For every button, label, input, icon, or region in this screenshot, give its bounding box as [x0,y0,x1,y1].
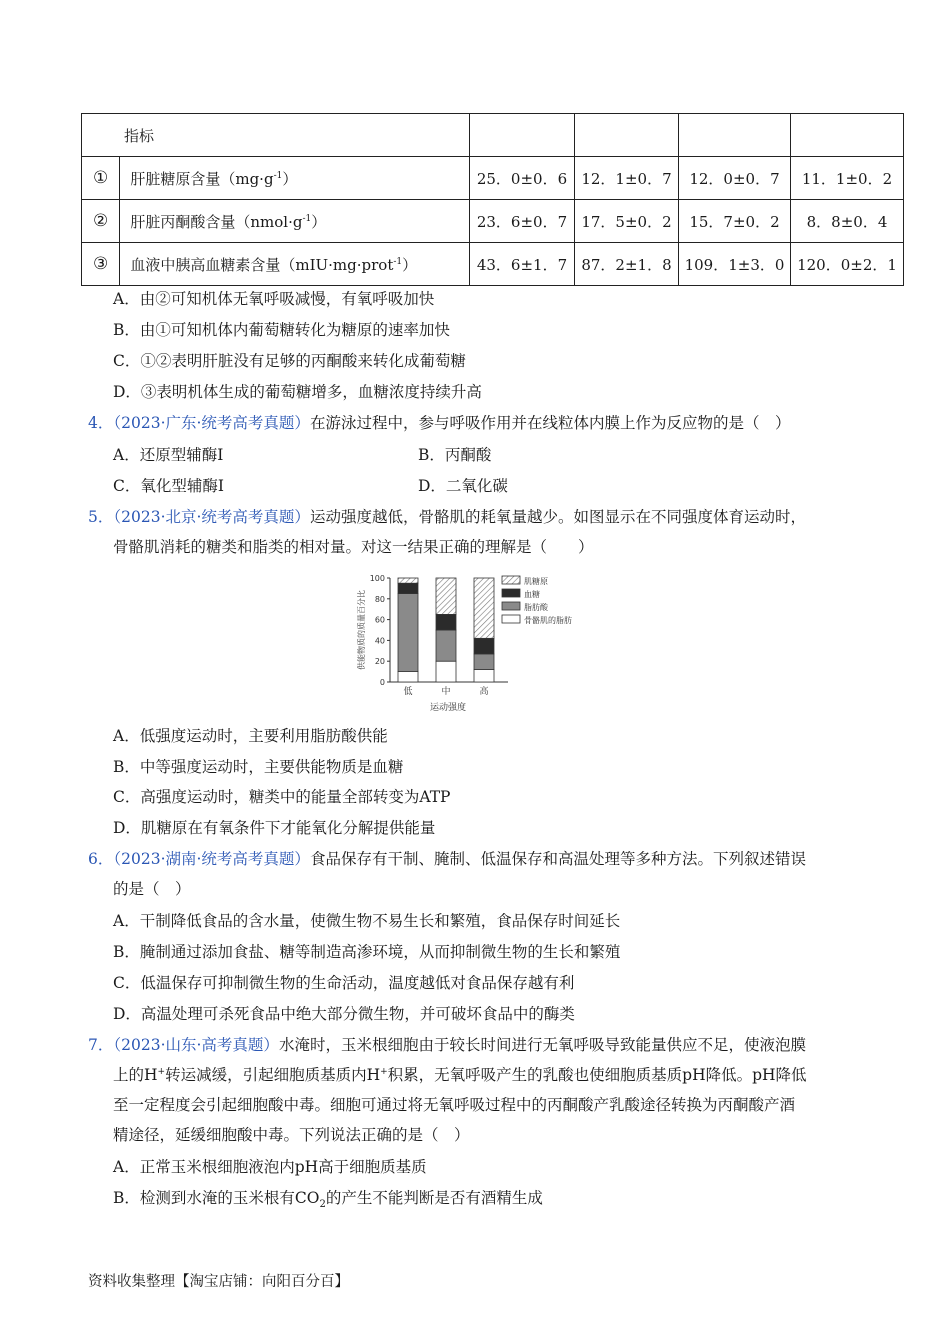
bar-segment [474,578,494,638]
cell-value: 12．0±0．7 [679,157,791,200]
y-tick-label: 0 [379,678,385,687]
legend-label: 脂肪酸 [524,603,548,612]
table-row [82,243,904,286]
q7-stem: 7．（2023·山东·高考真题）水淹时，玉米根细胞由于较长时间进行无氧呼吸导致能量供应不足，使液泡膜 [88,1036,806,1054]
cell-value: 25．0±0．6 [470,157,575,200]
q5-option-a: A．低强度运动时，主要利用脂肪酸供能 [113,727,388,745]
q6-option-a: A．干制降低食品的含水量，使微生物不易生长和繁殖，食品保存时间延长 [113,912,621,930]
table-header-row [82,114,904,157]
legend-label: 骨骼肌的脂肪 [524,616,572,625]
cell-value: 120．0±2．1 [791,243,904,286]
row-index: ② [82,200,120,243]
cell-value: 8．8±0．4 [791,200,904,243]
data-table [81,113,904,286]
q7-option-a: A．正常玉米根细胞液泡内pH高于细胞质基质 [113,1158,427,1176]
q5-option-b: B．中等强度运动时，主要供能物质是血糖 [113,758,404,776]
question-number: 5． [88,508,114,526]
question-number: 7． [88,1036,114,1054]
y-axis-label: 供能物质的质量百分比 [357,590,366,670]
cell-value: 17．5±0．2 [575,200,679,243]
legend-label: 肌糖原 [524,577,548,586]
q7-stem-line2: 上的H+转运减缓，引起细胞质基质内H+积累，无氧呼吸产生的乳酸也使细胞质基质pH降低。pH降低 [113,1066,807,1084]
y-tick-label: 80 [374,594,385,604]
y-tick-label: 40 [374,636,385,646]
row-indicator: 肝脏丙酮酸含量$(nmol\cdot g^{-1})$ [120,200,470,243]
bar-segment [398,578,418,583]
x-tick-label: 低 [403,687,413,697]
y-tick-label: 20 [374,657,385,667]
q3-option-b: B．由①可知机体内葡萄糖转化为糖原的速率加快 [113,321,450,339]
legend-label: 血糖 [524,590,540,599]
q5-stem: 5．（2023·北京·统考高考真题）运动强度越低，骨骼肌的耗氧量越少。如图显示在不同强度体育运动时， [88,508,806,526]
q7-stem-line4: 精途径，延缓细胞酸中毒。下列说法正确的是（ ） [113,1126,470,1144]
cell-value: 15．7±0．2 [679,200,791,243]
q4-option-a: A．还原型辅酶Ⅰ [113,446,224,464]
table-row [82,200,904,243]
cell-value: 43．6±1．7 [470,243,575,286]
q6-option-d: D．高温处理可杀死食品中绝大部分微生物，并可破坏食品中的酶类 [113,1005,575,1023]
footer-note: 资料收集整理【淘宝店铺：向阳百分百】 [88,1274,349,1290]
bar-segment [436,614,456,630]
row-index: ③ [82,243,120,286]
x-axis-label: 运动强度 [429,703,467,713]
question-number: 4． [88,414,114,432]
q3-option-c: C．①②表明肝脏没有足够的丙酮酸来转化成葡萄糖 [113,352,466,370]
row-indicator: 肝脏糖原含量$(mg\cdot g^{-1})$ [120,157,470,200]
bar-segment [436,578,456,614]
bar-segment [436,630,456,661]
q4-option-c: C．氧化型辅酶Ⅰ [113,477,224,495]
row-indicator: 血液中胰高血糖素含量（mIU·mg·prot$^{-1}$） [120,243,470,286]
cell-value: 23．6±0．7 [470,200,575,243]
question-source: （2023·广东·统考高考真题） [113,414,310,432]
bar-segment [398,594,418,672]
q6-option-c: C．低温保存可抑制微生物的生命活动，温度越低对食品保存越有利 [113,974,575,992]
bar-segment [474,670,494,682]
y-tick-label: 100 [369,574,385,583]
q6-option-b: B．腌制通过添加食盐、糖等制造高渗环境，从而抑制微生物的生长和繁殖 [113,943,621,961]
legend-swatch [502,589,520,597]
cell-value: 87．2±1．8 [575,243,679,286]
bar-segment [474,654,494,670]
legend-swatch [502,602,520,610]
q4-option-d: D．二氧化碳 [418,477,508,495]
legend-swatch [502,576,520,584]
q6-stem-continued: 的是（ ） [113,880,191,898]
bar-segment [436,661,456,682]
cell-value: 12．1±0．7 [575,157,679,200]
question-number: 6． [88,850,114,868]
bar-segment [474,638,494,654]
x-tick-label: 中 [441,687,451,697]
question-source: （2023·北京·统考高考真题） [113,508,310,526]
x-tick-label: 高 [479,687,489,697]
q5-stem-continued: 骨骼肌消耗的糖类和脂类的相对量。对这一结果正确的理解是（ ） [113,538,594,556]
q4-stem: 4．（2023·广东·统考高考真题）在游泳过程中，参与呼吸作用并在线粒体内膜上作为反应物的是（ ） [88,414,791,432]
table-header-label: 指标 [82,114,470,157]
q7-option-b: B．检测到水淹的玉米根有$CO_2$的产生不能判断是否有酒精生成 [113,1189,543,1211]
q3-option-d: D．③表明机体生成的葡萄糖增多，血糖浓度持续升高 [113,383,482,401]
row-index: ① [82,157,120,200]
q7-stem-line3: 至一定程度会引起细胞酸中毒。细胞可通过将无氧呼吸过程中的丙酮酸产乳酸途径转换为丙酮酸产酒 [113,1096,796,1114]
y-tick-label: 60 [374,615,385,625]
question-source: （2023·湖南·统考高考真题） [113,850,310,868]
q5-option-d: D．肌糖原在有氧条件下才能氧化分解提供能量 [113,819,436,837]
q3-option-a: A．由②可知机体无氧呼吸减慢，有氧呼吸加快 [113,290,435,308]
q4-option-b: B．丙酮酸 [418,446,492,464]
table-row [82,157,904,200]
q5-option-c: C．高强度运动时，糖类中的能量全部转变为ATP [113,788,451,806]
bar-segment [398,672,418,682]
legend-swatch [502,615,520,623]
bar-segment [398,583,418,593]
question-source: （2023·山东·高考真题） [113,1036,279,1054]
cell-value: 11．1±0．2 [791,157,904,200]
q6-stem: 6．（2023·湖南·统考高考真题）食品保存有干制、腌制、低温保存和高温处理等多种方法。下列叙述错误 [88,850,806,868]
stacked-bar-chart [350,570,610,715]
cell-value: 109．1±3．0 [679,243,791,286]
